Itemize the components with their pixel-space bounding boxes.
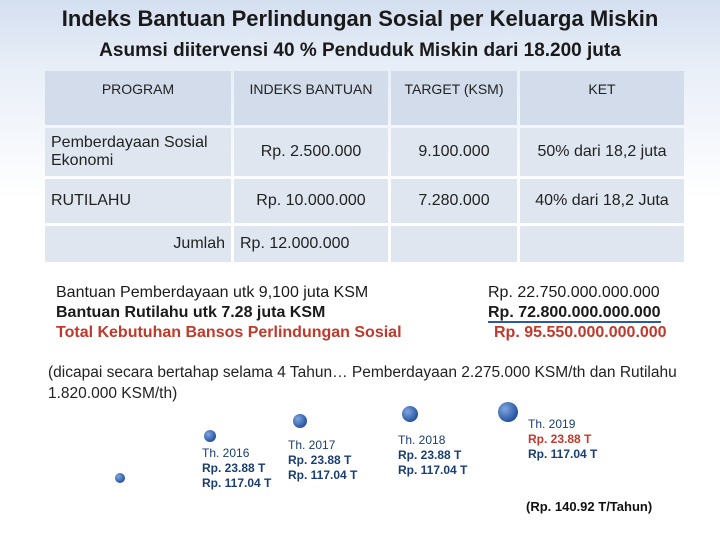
cell-target: 7.280.000 xyxy=(391,179,517,223)
jumlah-label: Jumlah xyxy=(45,226,231,262)
jumlah-value: Rp. 12.000.000 xyxy=(234,226,388,262)
cell-ket: 40% dari 18,2 Juta xyxy=(520,179,684,223)
summary-line2-value-text: Rp. 72.800.000.000.000 xyxy=(488,304,661,321)
timeline-value2: Rp. 117.04 T xyxy=(202,476,272,490)
timeline-year: Th. 2017 xyxy=(288,438,336,452)
cell-indeks: Rp. 10.000.000 xyxy=(234,179,388,223)
header-program: PROGRAM xyxy=(45,71,231,125)
timeline-year: Th. 2016 xyxy=(202,446,250,460)
timeline-value2: Rp. 117.04 T xyxy=(398,463,468,477)
timeline-dot xyxy=(498,402,518,422)
timeline-item-2016 xyxy=(202,446,271,491)
timeline-value2: Rp. 117.04 T xyxy=(288,468,358,482)
summary-line3-label: Total Kebutuhan Bansos Perlindungan Sosial xyxy=(56,324,402,341)
timeline-value1: Rp. 23.88 T xyxy=(528,432,592,446)
header-indeks: INDEKS BANTUAN xyxy=(234,71,388,125)
cell-program: Pemberdayaan Sosial Ekonomi xyxy=(45,128,231,176)
timeline-item-2018 xyxy=(398,433,467,478)
header-target: TARGET (KSM) xyxy=(391,71,517,125)
cell-indeks: Rp. 2.500.000 xyxy=(234,128,388,176)
timeline-dot xyxy=(204,430,216,442)
page-subtitle: Asumsi diitervensi 40 % Penduduk Miskin dari 18.200 juta xyxy=(99,40,621,61)
timeline-item-2017 xyxy=(288,438,357,483)
timeline-dot xyxy=(402,406,418,422)
timeline-year: Th. 2018 xyxy=(398,433,446,447)
timeline-value1: Rp. 23.88 T xyxy=(398,448,462,462)
summary-line1-value: Rp. 22.750.000.000.000 xyxy=(488,284,660,301)
summary-line2-label: Bantuan Rutilahu utk 7.28 juta KSM xyxy=(56,304,326,321)
timeline-item-2019 xyxy=(528,417,597,462)
timeline-value1: Rp. 23.88 T xyxy=(202,461,266,475)
cell-program: RUTILAHU xyxy=(45,179,231,223)
phasing-note: (dicapai secara bertahap selama 4 Tahun… Pemberdayaan 2.275.000 KSM/th dan Rutilahu 1.820.000 KSM/th) xyxy=(48,364,677,402)
summary-line1-label: Bantuan Pemberdayaan utk 9,100 juta KSM xyxy=(56,284,369,301)
summary-line3-value: Rp. 95.550.000.000.000 xyxy=(494,324,667,341)
timeline-year: Th. 2019 xyxy=(528,417,576,431)
total-per-year: (Rp. 140.92 T/Tahun) xyxy=(526,499,653,514)
cell-ket: 50% dari 18,2 juta xyxy=(520,128,684,176)
header-ket: KET xyxy=(520,71,684,125)
timeline-dot xyxy=(115,473,125,483)
cell-target: 9.100.000 xyxy=(391,128,517,176)
timeline-value1: Rp. 23.88 T xyxy=(288,453,352,467)
timeline-value2: Rp. 117.04 T xyxy=(528,447,598,461)
timeline-dot xyxy=(293,414,307,428)
page-title: Indeks Bantuan Perlindungan Sosial per Keluarga Miskin xyxy=(61,6,659,31)
